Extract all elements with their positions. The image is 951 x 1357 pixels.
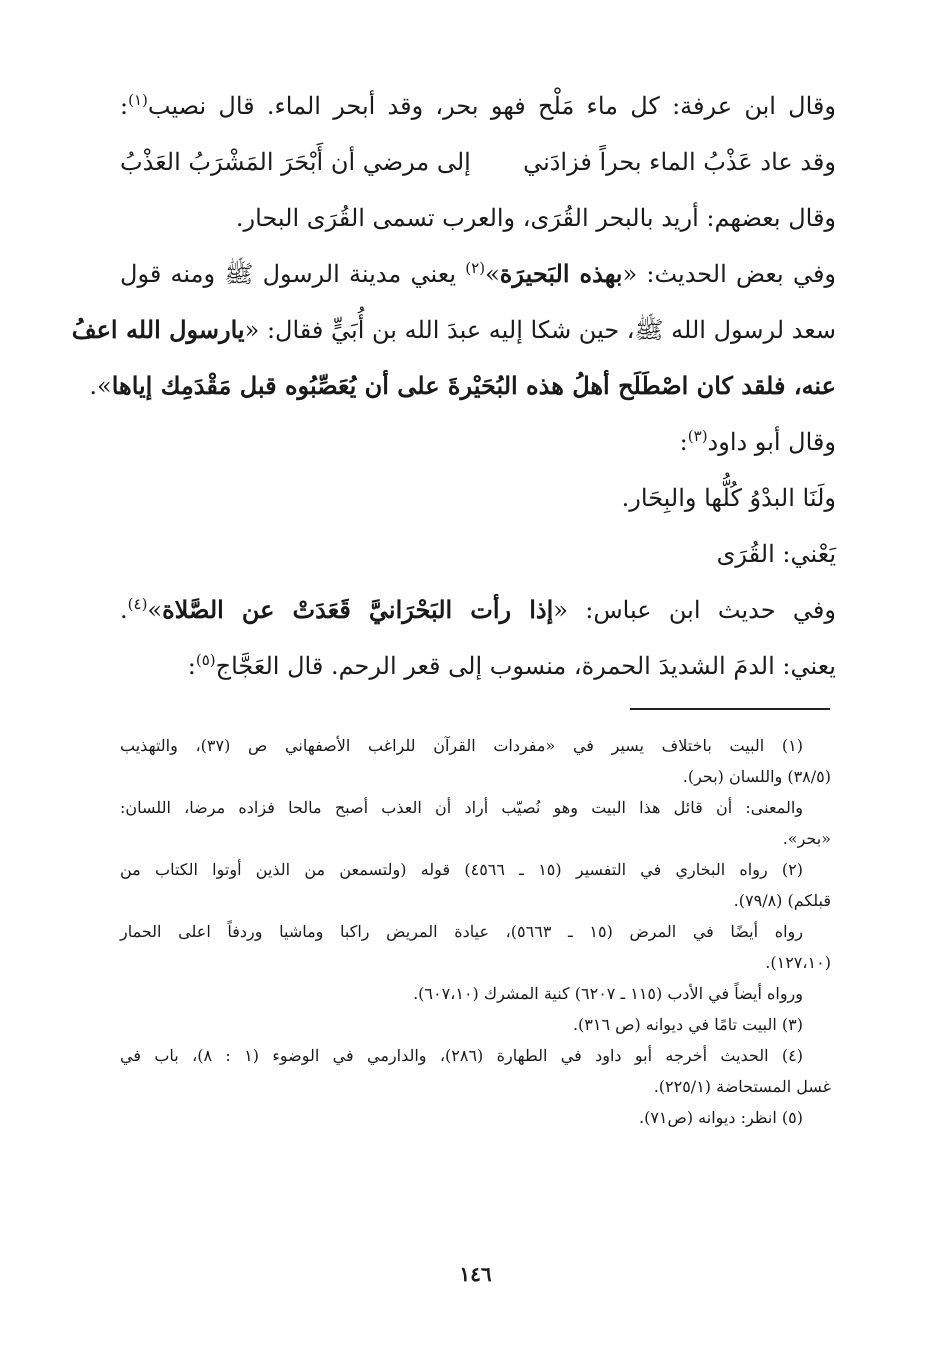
footnote-1-line-4: «بحر». [782, 829, 831, 848]
footnote-2-line-3: رواه أيضًا في المرض (١٥ ـ ٥٦٦٣)، عيادة المريض راكبا وماشيا وردفاً اعلى الحمار [120, 922, 803, 941]
footnote-1-line-1: (١) البيت باختلاف يسير في «مفردات القرآن للراغب الأصفهاني ص (٣٧)، والتهذيب [120, 736, 803, 755]
text-line-5: سعد لرسول الله ﷺ، حين شكا إليه عبدَ الله بن أُبَيٍّ فقال: «يارسول الله اعفُ [71, 315, 836, 344]
footnote-1-line-2: (٣٨/٥) واللسان (بحر). [682, 767, 831, 786]
footnote-ref-1: (١) [128, 91, 148, 109]
footnote-4-line-2: غسل المستحاضة (٢٢٥/١). [653, 1077, 831, 1096]
footnote-3: (٣) البيت تامًا في ديوانه (ص ٣١٦). [572, 1015, 803, 1034]
footnote-2-line-2: قبلكم) (٧٩/٨). [733, 891, 831, 910]
text-line-11: يعني: الدمَ الشديدَ الحمرة، منسوب إلى قعر الرحم. قال العَجَّاج$^{(٥)}$: [187, 651, 836, 680]
main-text [71, 78, 837, 694]
footnote-4-line-1: (٤) الحديث أخرجه أبو داود في الطهارة (٢٨٦)، والدارمي في الوضوء (١ : ٨)، باب في [120, 1046, 804, 1065]
verse-line [120, 134, 836, 190]
hadith-quote-1: بهذه البَحيرَة [499, 259, 623, 288]
footnote-ref-2: (٢) [465, 259, 486, 277]
text-line-1: وقال ابن عرفة: كل ماء مَلْح فهو بحر، وقد أبحر الماء. قال نصيب$^{(١)}$: [120, 91, 836, 120]
footnote-2-line-5: ورواه أيضاً في الأدب (١١٥ ـ ٦٢٠٧) كنية المشرك (٦٠٧،١٠). [413, 984, 803, 1003]
verse-quote: ولَنَا البدْوُ كُلُّها والبِحَار. [621, 484, 836, 512]
footnotes [120, 730, 831, 1133]
text-line-4: وفي بعض الحديث: «بهذه البَحيرَة»$^{(٢)}$ يعني مدينة الرسول ﷺ ومنه قول [120, 259, 837, 288]
footnote-2-line-1: (٢) رواه البخاري في التفسير (١٥ ـ ٤٥٦٦) قوله (ولتسمعن من الذين أوتوا الكتاب من [120, 860, 804, 879]
footnote-2-line-4: (١٢٧،١٠). [765, 953, 831, 972]
verse-second-hemistich: إلى مرضي أن أَبْحَرَ المَشْرَبُ العَذْبُ [120, 148, 471, 176]
page-number: ١٤٦ [459, 1262, 492, 1286]
footnote-ref-3: (٣) [687, 427, 708, 445]
footnote-1-line-3: والمعنى: أن قائل هذا البيت وهو نُصيّب أراد أن العذب أصبح مالحا فزاده مرضا، اللسان: [120, 798, 803, 817]
footnote-ref-5: (٥) [195, 651, 216, 669]
hadith-quote-2b: عنه، فلقد كان اصْطَلَح أهلُ هذه البُحَيْرةَ على أن يُعَصِّبُوه قبل مَقْدَمِك إياها [111, 371, 836, 400]
hadith-quote-3: إذا رأت البَحْرَانيَّ قَعَدَتْ عن الصَّلاة [162, 595, 554, 624]
footnote-ref-4: (٤) [127, 595, 148, 613]
text-line-9: يَعْني: القُرَى [716, 540, 836, 568]
text-line-3: وقال بعضهم: أريد بالبحر القُرَى، والعرب تسمى القُرَى البحار. [235, 204, 836, 232]
text-line-6: عنه، فلقد كان اصْطَلَح أهلُ هذه البُحَيْرةَ على أن يُعَصِّبُوه قبل مَقْدَمِك إياها». [89, 371, 836, 400]
footnote-5: (٥) انظر: ديوانه (ص٧١). [638, 1108, 803, 1127]
hadith-quote-2a: يارسول الله اعفُ [71, 315, 245, 344]
text-line-10: وفي حديث ابن عباس: «إذا رأت البَحْرَانيَّ قَعَدَتْ عن الصَّلاة»$^{(٤)}$. [120, 595, 836, 624]
footnote-separator [630, 708, 830, 710]
text-line-7: وقال أبو داود$^{(٣)}$: [679, 427, 836, 456]
verse-first-hemistich: وقد عاد عَذْبُ الماء بحراً فزادَني [523, 148, 836, 176]
